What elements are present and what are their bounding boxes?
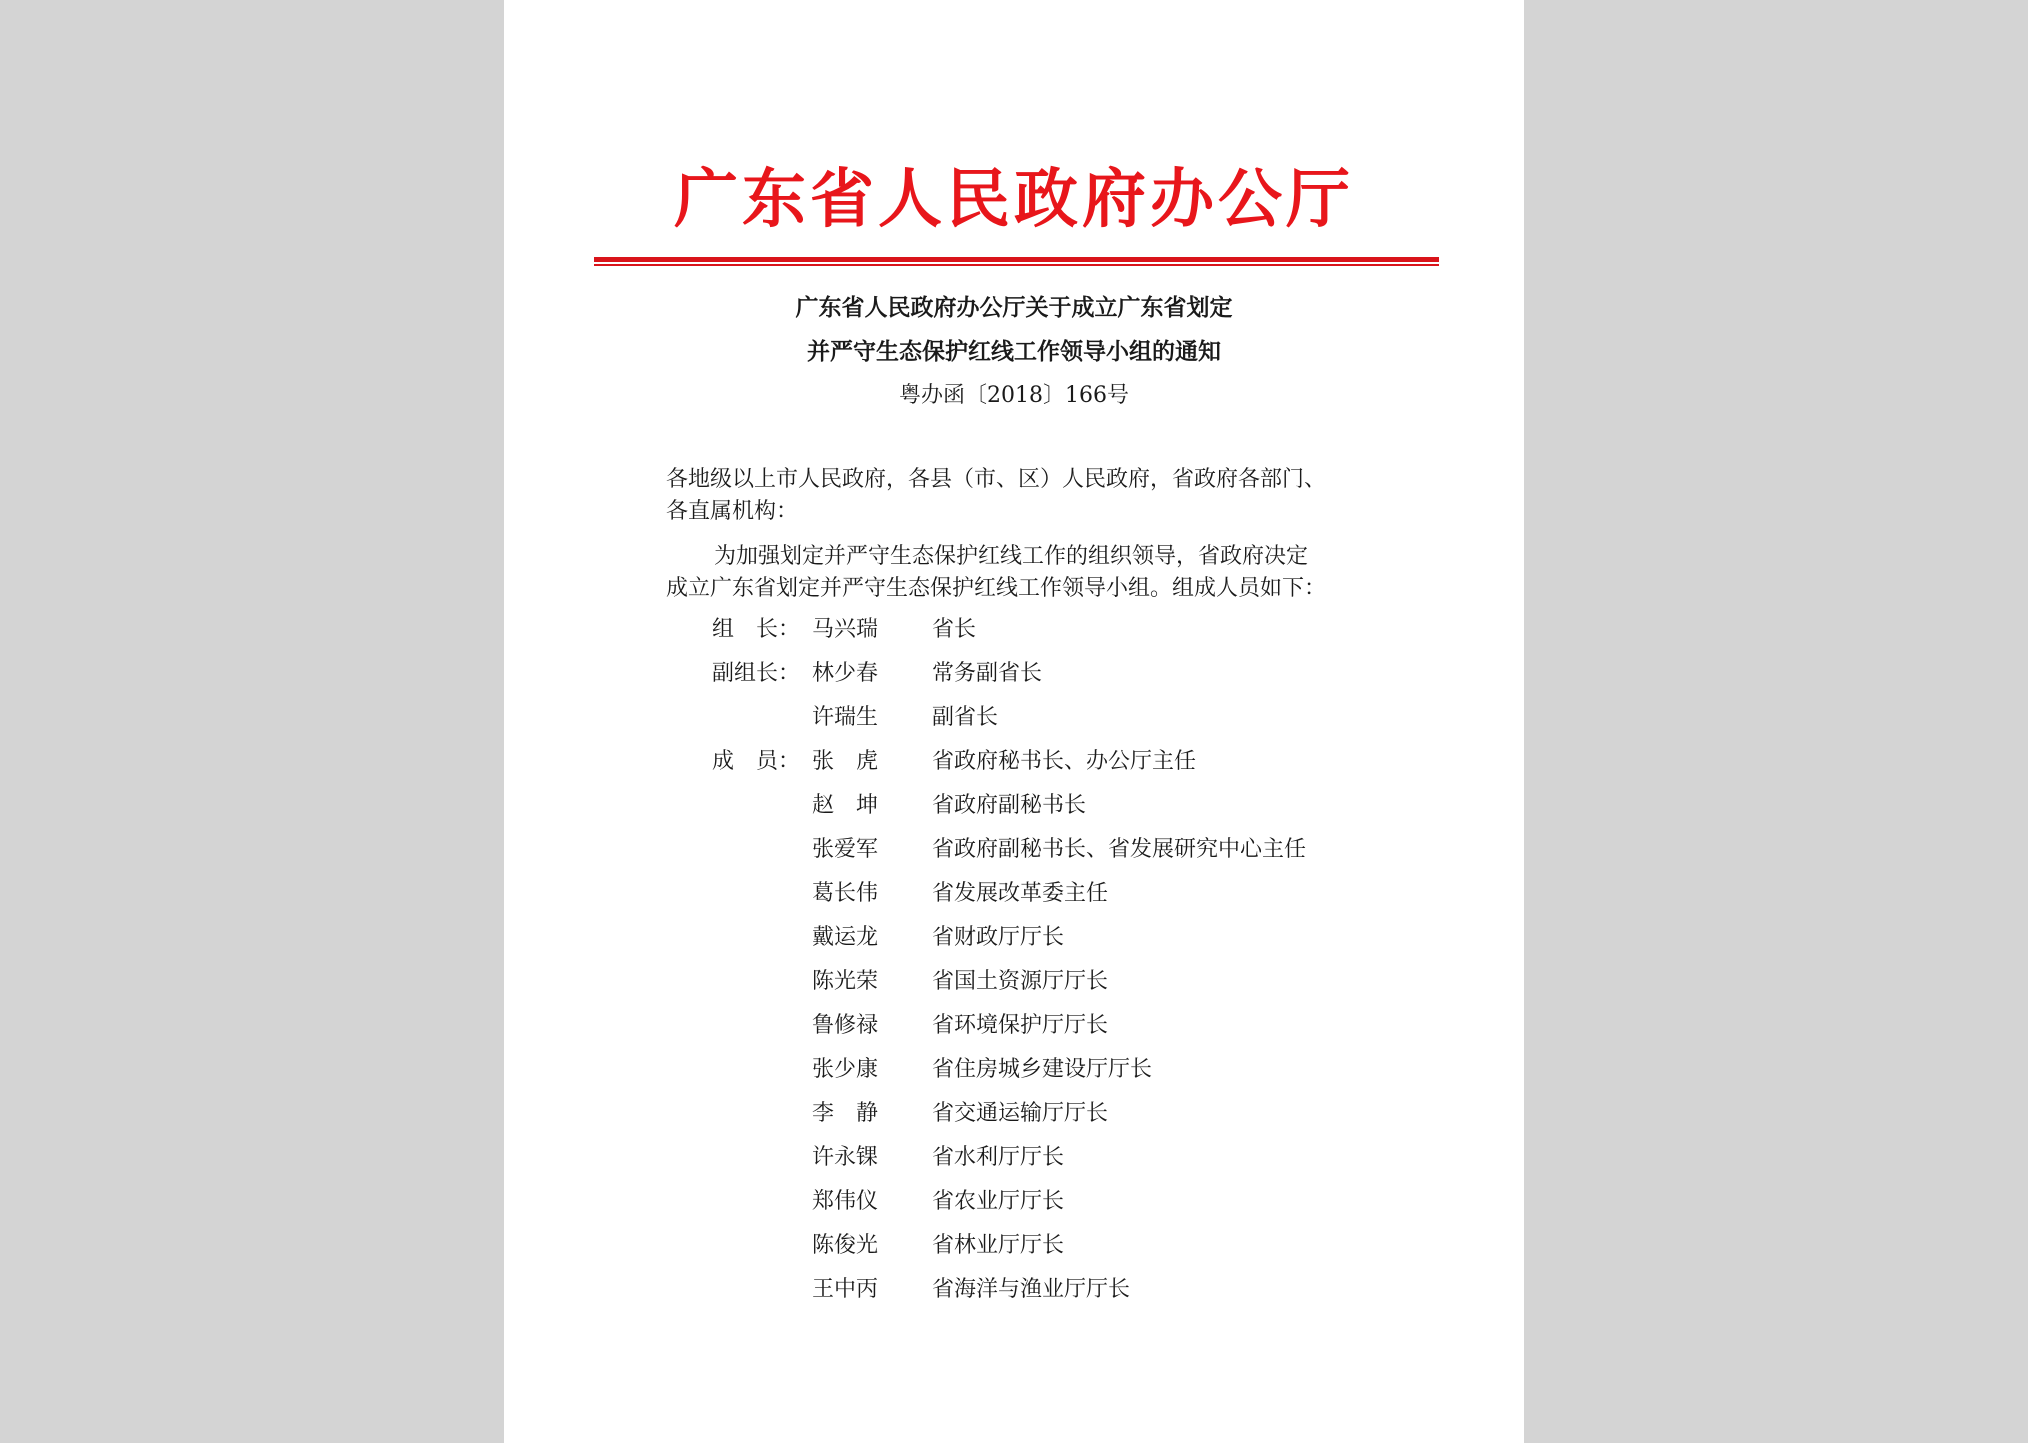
document-page [504,0,1524,1443]
roster-row [712,746,1412,790]
roster-position: 省农业厅厅长 [932,1189,1065,1214]
roster-position: 省交通运输厅厅长 [932,1101,1109,1126]
addressee-line-1: 各地级以上市人民政府，各县（市、区）人民政府，省政府各部门、 [666,467,1327,492]
roster-name: 李 静 [812,1101,879,1126]
roster-name: 张爱军 [812,837,879,862]
roster-position: 省政府副秘书长、省发展研究中心主任 [932,837,1307,862]
red-rule-thin [594,264,1439,266]
roster-row [712,1054,1412,1098]
roster-name: 许永锞 [812,1145,879,1170]
roster-name: 张 虎 [812,749,879,774]
roster-row [712,790,1412,834]
body-line-1: 为加强划定并严守生态保护红线工作的组织领导，省政府决定 [714,544,1309,569]
roster-position: 省国土资源厅厅长 [932,969,1109,994]
roster-name: 郑伟仪 [812,1189,879,1214]
roster-position: 省水利厅厅长 [932,1145,1065,1170]
addressee-line-2: 各直属机构： [666,499,799,524]
roster-position: 省财政厅厅长 [932,925,1065,950]
roster-name: 张少康 [812,1057,879,1082]
roster-row [712,702,1412,746]
roster-position: 省政府副秘书长 [932,793,1087,818]
notice-title-line-2: 并严守生态保护红线工作领导小组的通知 [807,339,1221,365]
roster-name: 林少春 [812,661,879,686]
red-rule-thick [594,257,1439,262]
member-roster [712,614,1412,1318]
roster-position: 省林业厅厅长 [932,1233,1065,1258]
roster-row [712,614,1412,658]
roster-name: 王中丙 [812,1277,879,1302]
notice-title-line-1: 广东省人民政府办公厅关于成立广东省划定 [795,295,1233,321]
red-header-rule [594,257,1439,267]
body-line-2: 成立广东省划定并严守生态保护红线工作领导小组。组成人员如下： [666,576,1327,601]
roster-row [712,966,1412,1010]
roster-row [712,1230,1412,1274]
roster-position: 省长 [932,617,977,642]
roster-row [712,1142,1412,1186]
roster-position: 省发展改革委主任 [932,881,1109,906]
roster-position: 常务副省长 [932,661,1043,686]
roster-name: 赵 坤 [812,793,879,818]
roster-name: 戴运龙 [812,925,879,950]
roster-position: 省海洋与渔业厅厅长 [932,1277,1131,1302]
roster-role: 组 长： [712,617,801,642]
roster-row [712,1010,1412,1054]
roster-name: 陈光荣 [812,969,879,994]
roster-name: 葛长伟 [812,881,879,906]
roster-row [712,922,1412,966]
roster-name: 陈俊光 [812,1233,879,1258]
roster-name: 马兴瑞 [812,617,879,642]
roster-row [712,834,1412,878]
issuer-header: 广东省人民政府办公厅 [674,162,1354,237]
roster-row [712,878,1412,922]
roster-role: 成 员： [712,749,801,774]
roster-position: 省环境保护厅厅长 [932,1013,1109,1038]
roster-role: 副组长： [712,661,801,686]
roster-position: 省政府秘书长、办公厅主任 [932,749,1197,774]
roster-position: 副省长 [932,705,999,730]
roster-row [712,1098,1412,1142]
roster-row [712,1186,1412,1230]
roster-position: 省住房城乡建设厅厅长 [932,1057,1153,1082]
roster-name: 鲁修禄 [812,1013,879,1038]
roster-name: 许瑞生 [812,705,879,730]
roster-row [712,658,1412,702]
document-number: 粤办函〔2018〕166号 [899,383,1129,408]
roster-row [712,1274,1412,1318]
